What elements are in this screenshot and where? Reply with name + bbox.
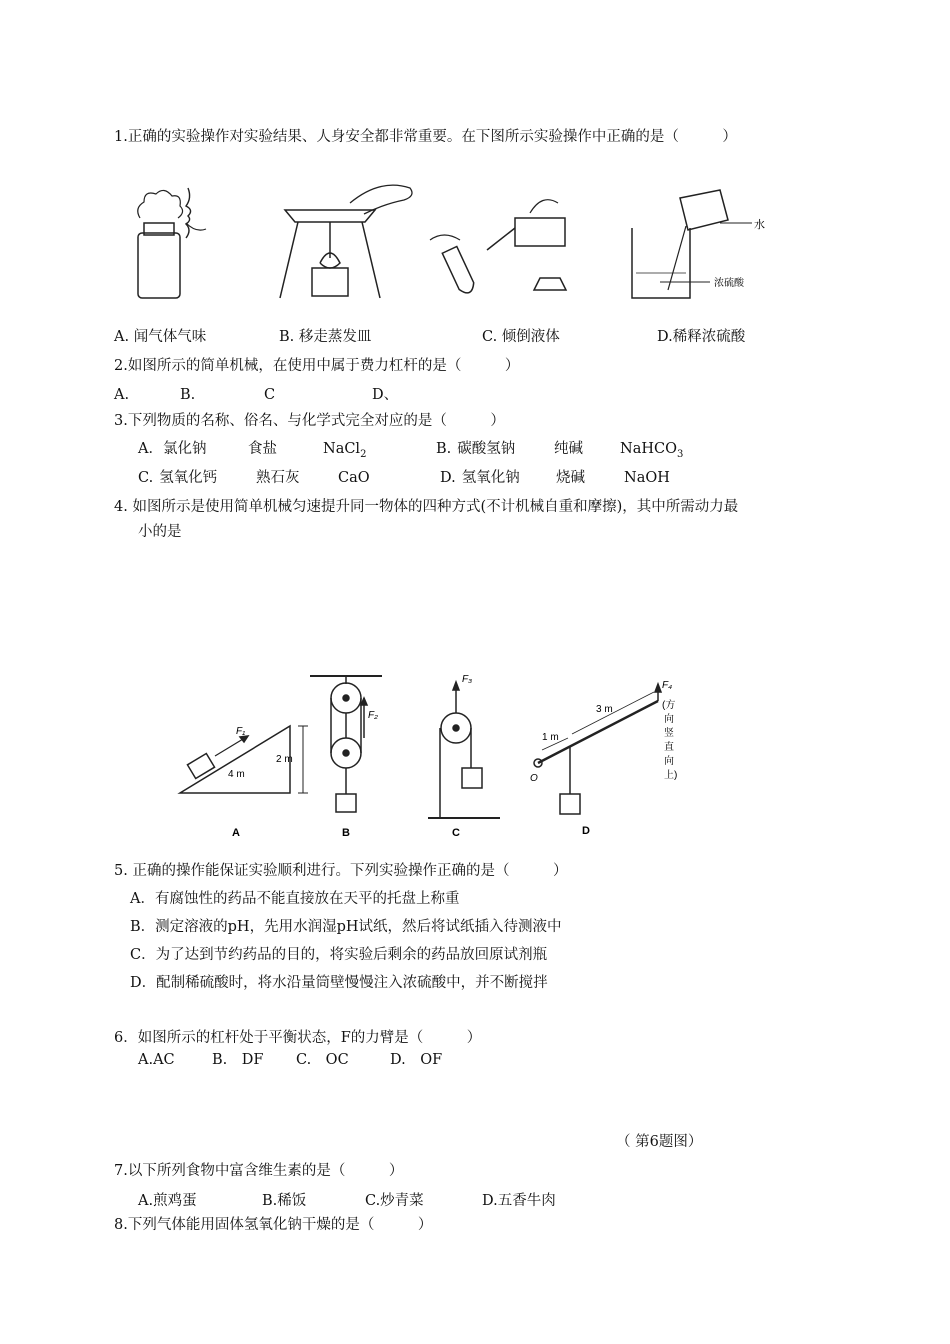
q3-d-name: 氢氧化钠: [461, 470, 520, 486]
q3-b-formula-main: NaHCO: [620, 441, 677, 457]
q1-figure-b-move-evaporating-dish: [280, 185, 412, 298]
q4-letter-a: A: [232, 827, 240, 839]
q3-d-formula: NaOH: [624, 470, 670, 486]
q4-d-note-3: 竖: [664, 728, 674, 739]
q2-stem: 2.如图所示的简单机械，在使用中属于费力杠杆的是（ ）: [114, 358, 520, 374]
q7-option-b: B.稀饭: [262, 1193, 307, 1209]
q7-stem: 7.以下所列食物中富含维生素的是（ ）: [114, 1163, 404, 1179]
q5-option-c: C．为了达到节约药品的目的，将实验后剩余的药品放回原试剂瓶: [130, 947, 548, 963]
q3-d-label: D.: [440, 470, 456, 486]
q6-option-d: D. OF: [390, 1052, 443, 1068]
q5-option-a: A．有腐蚀性的药品不能直接放在天平的托盘上称重: [130, 891, 460, 907]
q3-option-d: [440, 468, 670, 488]
q3-option-b: [436, 439, 684, 460]
q4-d-note-6: 上): [664, 770, 678, 781]
q2-option-b: B.: [180, 387, 196, 403]
q3-b-common: 纯碱: [554, 441, 583, 457]
q2-option-a: A.: [114, 387, 130, 403]
q4-figure-b-pulley-block: [310, 676, 382, 812]
q3-a-formula: [323, 439, 366, 465]
q6-option-b: B. DF: [212, 1052, 264, 1068]
q5-option-b: B．测定溶液的pH，先用水润湿pH试纸，然后将试纸插入待测液中: [130, 919, 562, 935]
q3-c-name: 氢氧化钙: [159, 470, 218, 486]
q4-letter-c: C: [452, 827, 460, 839]
q4-figure: [170, 668, 690, 843]
q5-stem: 5. 正确的操作能保证实验顺利进行。下列实验操作正确的是（ ）: [114, 863, 568, 879]
q4-d-short-label: 1 m: [542, 732, 559, 743]
q7-option-a: A.煎鸡蛋: [138, 1193, 197, 1209]
q4-a-length-label: 4 m: [228, 769, 245, 780]
q1-stem: 1.正确的实验操作对实验结果、人身安全都非常重要。在下图所示实验操作中正确的是（ ）: [114, 129, 737, 145]
q4-stem-line2: 小的是: [138, 524, 182, 540]
q3-a-common: 食盐: [248, 441, 277, 457]
q1-label-acid: 浓硫酸: [714, 278, 744, 289]
q4-letter-d: D: [582, 825, 590, 837]
q3-a-formula-sub: 2: [360, 448, 367, 460]
q3-b-formula: [620, 439, 683, 465]
q4-d-note-4: 直: [664, 742, 674, 753]
q6-figure-caption: （ 第6题图）: [616, 1134, 703, 1150]
q4-b-force-label: F₂: [368, 710, 378, 721]
q6-option-a: A.AC: [138, 1052, 175, 1068]
q3-a-formula-main: NaCl: [323, 441, 361, 457]
q1-caption-b: B. 移走蒸发皿: [279, 329, 372, 345]
q1-label-water: 水: [754, 219, 765, 231]
q3-b-name: 碳酸氢钠: [457, 441, 516, 457]
q4-d-pivot-label: O: [530, 773, 538, 784]
q1-figure-c-pour-liquid: [430, 200, 566, 296]
q3-b-formula-sub: 3: [676, 448, 684, 460]
q4-d-force-label: F₄: [662, 680, 673, 691]
q8-stem: 8.下列气体能用固体氢氧化钠干燥的是（ ）: [114, 1217, 433, 1233]
q4-d-note-1: (方: [662, 700, 676, 711]
q3-b-label: B.: [436, 441, 452, 457]
q7-option-d: D.五香牛肉: [482, 1193, 556, 1209]
q1-caption-d: D.稀释浓硫酸: [657, 329, 746, 345]
q4-letter-b: B: [342, 827, 350, 839]
q1-figure-a-smell-gas: [138, 188, 206, 298]
q4-a-force-label: F₁: [236, 726, 246, 737]
q4-stem-line1: 4. 如图所示是使用简单机械匀速提升同一物体的四种方式(不计机械自重和摩擦)，其中所需动力最: [114, 499, 739, 515]
q3-a-name: 氯化钠: [162, 441, 207, 457]
q1-caption-a: A. 闻气体气味: [114, 329, 207, 345]
q4-d-long-label: 3 m: [596, 704, 613, 715]
q7-option-c: C.炒青菜: [365, 1193, 424, 1209]
q5-option-d: D．配制稀硫酸时，将水沿量筒壁慢慢注入浓硫酸中，并不断搅拌: [130, 975, 548, 991]
q4-figure-c-movable-pulley: [428, 682, 500, 818]
q4-c-force-label: F₃: [462, 674, 473, 685]
q4-d-note-2: 向: [664, 714, 674, 725]
q1-figure: [120, 178, 800, 313]
q2-option-c: C: [264, 387, 276, 403]
q6-stem: 6．如图所示的杠杆处于平衡状态，F的力臂是（ ）: [114, 1030, 482, 1046]
q3-c-formula: CaO: [338, 470, 370, 486]
q3-d-common: 烧碱: [556, 470, 585, 486]
q1-caption-c: C. 倾倒液体: [482, 329, 560, 345]
q4-d-note-5: 向: [664, 756, 674, 767]
q3-c-common: 熟石灰: [256, 470, 300, 486]
q3-a-label: A．: [138, 441, 163, 457]
q3-option-c: [138, 468, 370, 488]
q6-option-c: C. OC: [296, 1052, 349, 1068]
q2-option-d: D、: [372, 387, 399, 403]
q3-option-a: [138, 439, 367, 460]
q3-c-label: C.: [138, 470, 154, 486]
q4-a-height-label: 2 m: [276, 754, 293, 765]
q3-stem: 3.下列物质的名称、俗名、与化学式完全对应的是（ ）: [114, 413, 505, 429]
